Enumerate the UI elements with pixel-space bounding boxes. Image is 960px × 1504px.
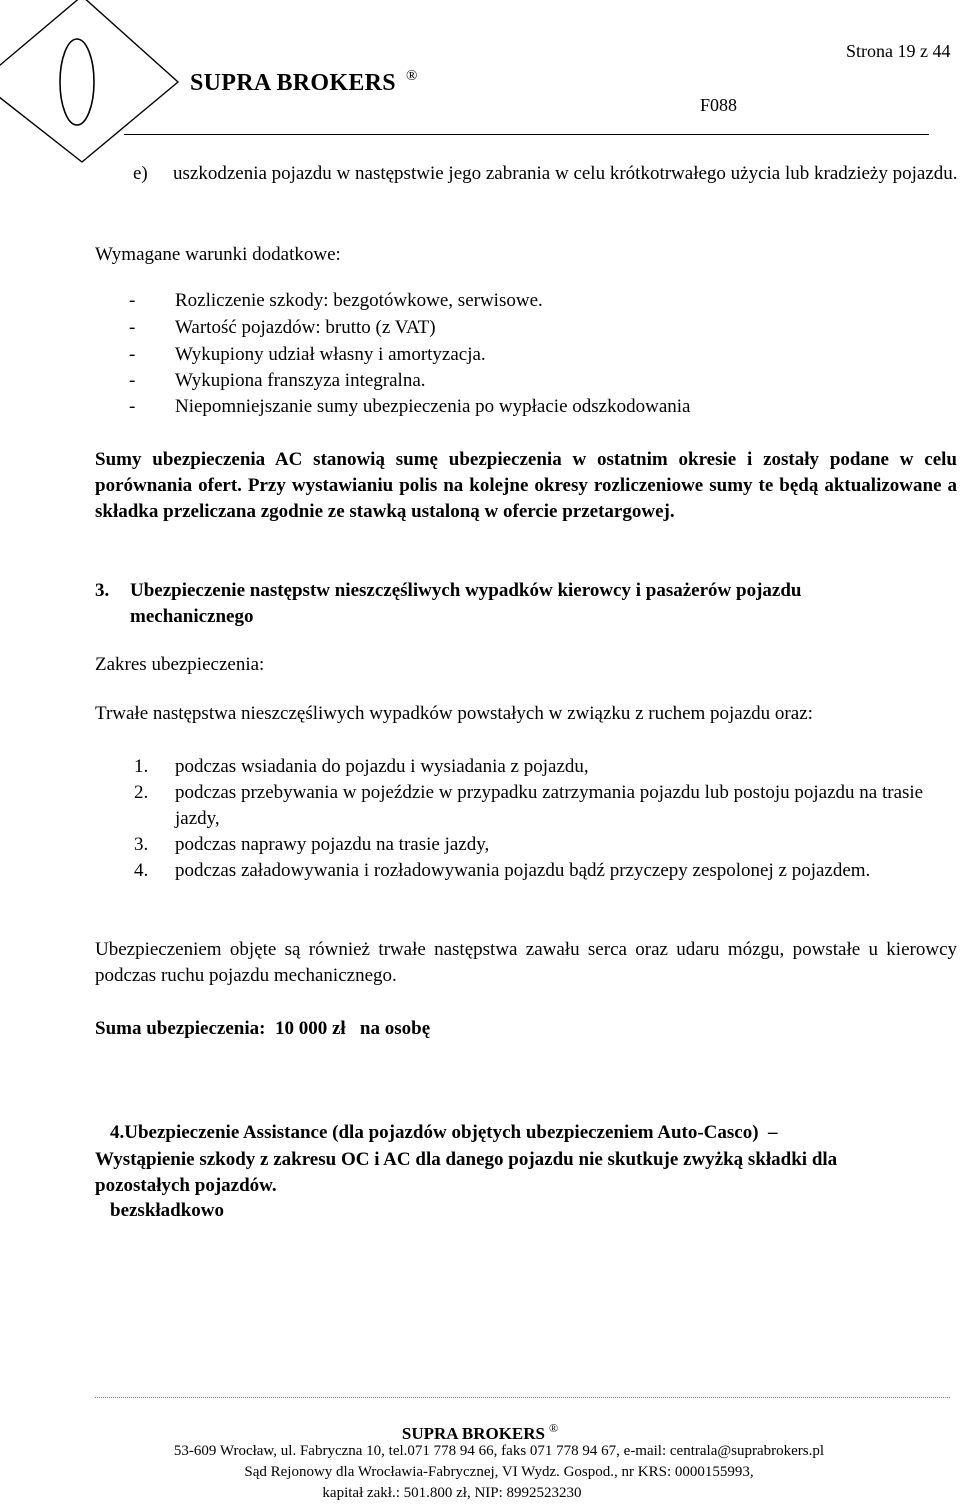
list-item: Rozliczenie szkody: bezgotówkowe, serwisowe.: [175, 290, 543, 311]
scope-label: Zakres ubezpieczenia:: [95, 654, 265, 675]
sum-insured: Suma ubezpieczenia: 10 000 zł na osobę: [95, 1018, 431, 1039]
footer-brand: SUPRA BROKERS ®: [401, 1421, 559, 1443]
list-item: podczas naprawy pojazdu na trasie jazdy,: [175, 834, 490, 855]
bullet-dash: -: [129, 344, 136, 365]
list-item: Wykupiony udział własny i amortyzacja.: [175, 344, 486, 365]
list-item: Wartość pojazdów: brutto (z VAT): [175, 317, 436, 338]
bullet-dash: -: [129, 317, 136, 338]
footer-divider: [95, 1397, 950, 1398]
coverage-extension: Ubezpieczeniem objęte są również trwałe następstwa zawału serca oraz udaru mózgu, powstałe u kierowcy podczas ruchu pojazdu mechanicznego.: [95, 939, 957, 986]
final-note: Wystąpienie szkody z zakresu OC i AC dla danego pojazdu nie skutkuje zwyżką składki dla pozostałych pojazdów.: [95, 1149, 838, 1196]
bullet-dash: -: [129, 396, 136, 417]
list-item: podczas załadowywania i rozładowywania pojazdu bądź przyczepy zespolonej z pojazdem.: [175, 860, 871, 881]
section-3-title: Ubezpieczenie następstw nieszczęśliwych wypadków kierowcy i pasażerów pojazdu mechanicznego: [130, 580, 802, 627]
list-item-text: uszkodzenia pojazdu w następstwie jego zabrania w celu krótkotrwałego użycia lub kradzieży pojazdu.: [173, 163, 958, 184]
list-item: podczas przebywania w pojeździe w przypadku zatrzymania pojazdu lub postoju pojazdu na trasie jazdy,: [175, 782, 924, 829]
company-logo-icon: [0, 0, 180, 165]
section-3-number: 3.: [95, 580, 110, 601]
document-code: F088: [700, 95, 738, 115]
header-divider: [124, 134, 929, 135]
header-brand: SUPRA BROKERS ®: [190, 68, 418, 96]
section-4-title: 4.Ubezpieczenie Assistance (dla pojazdów objętych ubezpieczeniem Auto-Casco) – bezskładkowo: [110, 1122, 778, 1221]
bullet-dash: -: [129, 290, 136, 311]
list-number: 1.: [134, 756, 149, 777]
footer-address: 53-609 Wrocław, ul. Fabryczna 10, tel.071 778 94 66, faks 071 778 94 67, e-mail: centrala@suprabrokers.pl: [173, 1443, 825, 1459]
list-item: Wykupiona franszyza integralna.: [175, 370, 426, 391]
list-number: 3.: [134, 834, 149, 855]
list-number: 2.: [134, 782, 149, 803]
scope-intro: Trwałe następstwa nieszczęśliwych wypadków powstałych w związku z ruchem pojazdu oraz:: [95, 703, 813, 724]
list-item: podczas wsiadania do pojazdu i wysiadania z pojazdu,: [175, 756, 589, 777]
page-number: Strona 19 z 44: [846, 41, 951, 61]
list-item: Niepomniejszanie sumy ubezpieczenia po wypłacie odszkodowania: [175, 396, 691, 417]
footer-capital: kapitał zakł.: 501.800 zł, NIP: 8992523230: [322, 1485, 582, 1501]
list-item-label: e): [133, 163, 148, 184]
ac-sums-note: Sumy ubezpieczenia AC stanowią sumę ubezpieczenia w ostatnim okresie i zostały podane w celu porównania ofert. Przy wystawianiu polis na kolejne okresy rozliczeniowe sumy te będą aktualizowane a składka przeliczana zgodnie ze stawką ustaloną w ofercie przetargowej.: [95, 449, 957, 522]
list-number: 4.: [134, 860, 149, 881]
additional-conditions-heading: Wymagane warunki dodatkowe:: [95, 244, 341, 265]
footer-court: Sąd Rejonowy dla Wrocławia-Fabrycznej, VI Wydz. Gospod., nr KRS: 0000155993,: [244, 1464, 754, 1480]
bullet-dash: -: [129, 370, 136, 391]
